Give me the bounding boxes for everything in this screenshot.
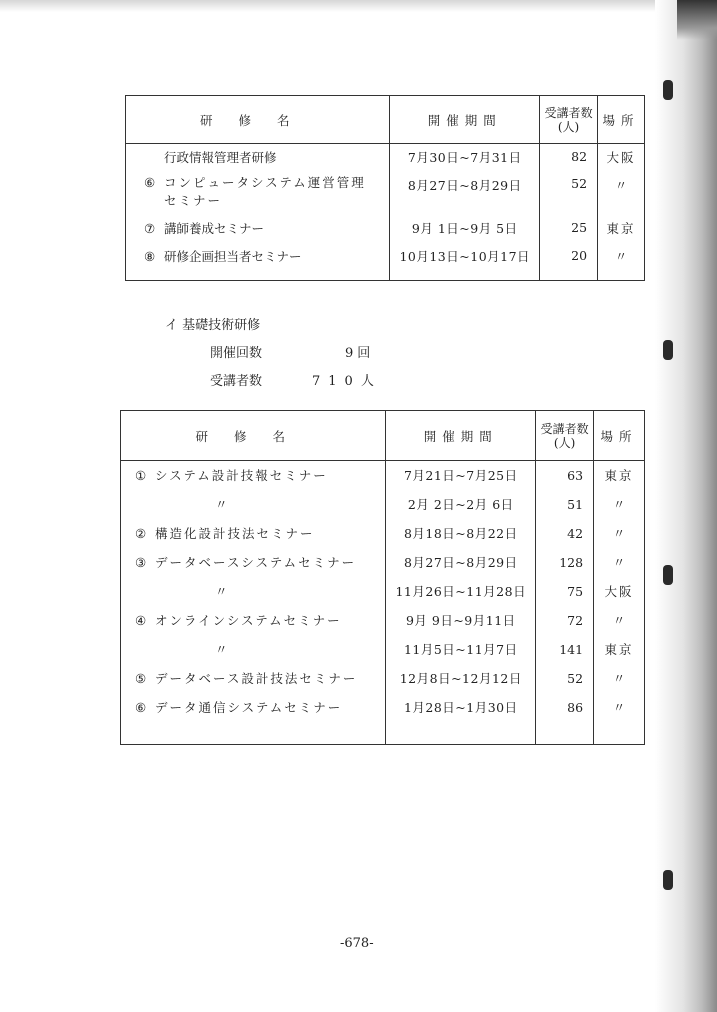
- header-count: 受講者数(人): [540, 96, 598, 144]
- course-place: 〃: [612, 555, 626, 570]
- row-number: ⑤: [135, 671, 147, 686]
- table-row: [126, 144, 645, 170]
- course-name: 行政情報管理者研修: [164, 149, 277, 165]
- course-period: 11月5日~11月7日: [386, 635, 536, 664]
- course-count: 86: [536, 693, 594, 722]
- course-period: 10月13日~10月17日: [390, 242, 540, 270]
- course-count: 75: [536, 577, 594, 606]
- header-count: 受講者数(人): [536, 411, 594, 461]
- course-name-cont: セミナー: [164, 192, 223, 208]
- table-row: [121, 664, 645, 693]
- course-name: コンピュータシステム運営管理: [164, 174, 366, 190]
- table-row: [126, 214, 645, 242]
- course-place: 大阪: [604, 584, 634, 599]
- course-period: 8月27日~8月29日: [390, 170, 540, 214]
- row-number: ⑥: [144, 174, 156, 190]
- course-period: 2月 2日~2月 6日: [386, 490, 536, 519]
- course-period: 8月18日~8月22日: [386, 519, 536, 548]
- row-number: ①: [135, 468, 147, 484]
- header-name: 研修名: [126, 96, 390, 144]
- table-row: [121, 548, 645, 577]
- table-row: [126, 170, 645, 214]
- table-row: [121, 606, 645, 635]
- course-place: 東京: [606, 220, 636, 236]
- course-count: 128: [536, 548, 594, 577]
- course-place: 東京: [604, 468, 634, 484]
- course-period: 7月21日~7月25日: [386, 461, 536, 490]
- header-period: 開催期間: [390, 96, 540, 144]
- row-number: ⑥: [135, 700, 147, 715]
- course-name: 講師養成セミナー: [164, 220, 265, 236]
- spine-corner-shadow: [677, 0, 717, 40]
- people-label: 受講者数: [210, 374, 263, 389]
- binding-ring: [663, 870, 673, 890]
- course-count: 52: [536, 664, 594, 693]
- course-period: 9月 1日~9月 5日: [390, 214, 540, 242]
- binding-ring: [663, 340, 673, 360]
- course-place: 〃: [612, 700, 626, 715]
- course-name: 研修企画担当者セミナー: [164, 248, 302, 264]
- training-table-1: [125, 95, 645, 281]
- table-row: [121, 693, 645, 722]
- course-name: データベース設計技法セミナー: [155, 671, 358, 686]
- course-period: 12月8日~12月12日: [386, 664, 536, 693]
- times-label: 開催回数: [210, 346, 263, 361]
- course-period: 1月28日~1月30日: [386, 693, 536, 722]
- book-spine-shadow: [655, 0, 717, 1012]
- table-row: [121, 577, 645, 606]
- table-row: [121, 490, 645, 519]
- course-name: データベースシステムセミナー: [155, 555, 357, 570]
- course-count: 51: [536, 490, 594, 519]
- course-name: データ通信システムセミナー: [155, 700, 343, 715]
- course-place: 東京: [604, 642, 634, 657]
- course-count: 42: [536, 519, 594, 548]
- course-count: 63: [536, 461, 594, 490]
- course-place: 〃: [614, 248, 628, 264]
- header-name: 研修名: [121, 411, 386, 461]
- course-name: 〃: [215, 642, 228, 657]
- course-name: 〃: [215, 584, 228, 599]
- course-name: システム設計技報セミナー: [155, 468, 328, 484]
- table-row: [121, 461, 645, 490]
- section-heading: イ 基礎技術研修: [165, 318, 261, 333]
- header-place: 場所: [594, 411, 645, 461]
- course-count: 82: [540, 144, 598, 170]
- course-place: 〃: [612, 613, 626, 628]
- header-period: 開催期間: [386, 411, 536, 461]
- course-period: 7月30日~7月31日: [390, 144, 540, 170]
- row-number: ⑦: [144, 220, 156, 236]
- table-row: [121, 635, 645, 664]
- page-number: -678-: [340, 936, 374, 951]
- row-number: ⑧: [144, 248, 156, 264]
- table-row: [121, 519, 645, 548]
- course-count: 20: [540, 242, 598, 270]
- times-value: 9回: [345, 346, 375, 361]
- table-row: [126, 242, 645, 270]
- row-number: ④: [135, 613, 147, 628]
- training-table-2: [120, 410, 645, 745]
- course-place: 〃: [614, 177, 628, 193]
- course-name: 構造化設計技法セミナー: [155, 526, 315, 541]
- course-count: 25: [540, 214, 598, 242]
- people-value: 710人: [312, 374, 382, 389]
- course-place: 大阪: [606, 149, 636, 165]
- scan-top-edge: [0, 0, 717, 12]
- course-count: 72: [536, 606, 594, 635]
- course-count: 141: [536, 635, 594, 664]
- course-place: 〃: [612, 526, 626, 541]
- row-number: ②: [135, 526, 147, 541]
- row-number: ③: [135, 555, 147, 570]
- header-place: 場所: [598, 96, 645, 144]
- course-place: 〃: [612, 671, 626, 686]
- course-name: オンラインシステムセミナー: [155, 613, 342, 628]
- course-place: 〃: [612, 497, 626, 512]
- binding-ring: [663, 565, 673, 585]
- binding-ring: [663, 80, 673, 100]
- course-period: 8月27日~8月29日: [386, 548, 536, 577]
- course-count: 52: [540, 170, 598, 214]
- course-name: 〃: [215, 497, 228, 512]
- course-period: 9月 9日~9月11日: [386, 606, 536, 635]
- course-period: 11月26日~11月28日: [386, 577, 536, 606]
